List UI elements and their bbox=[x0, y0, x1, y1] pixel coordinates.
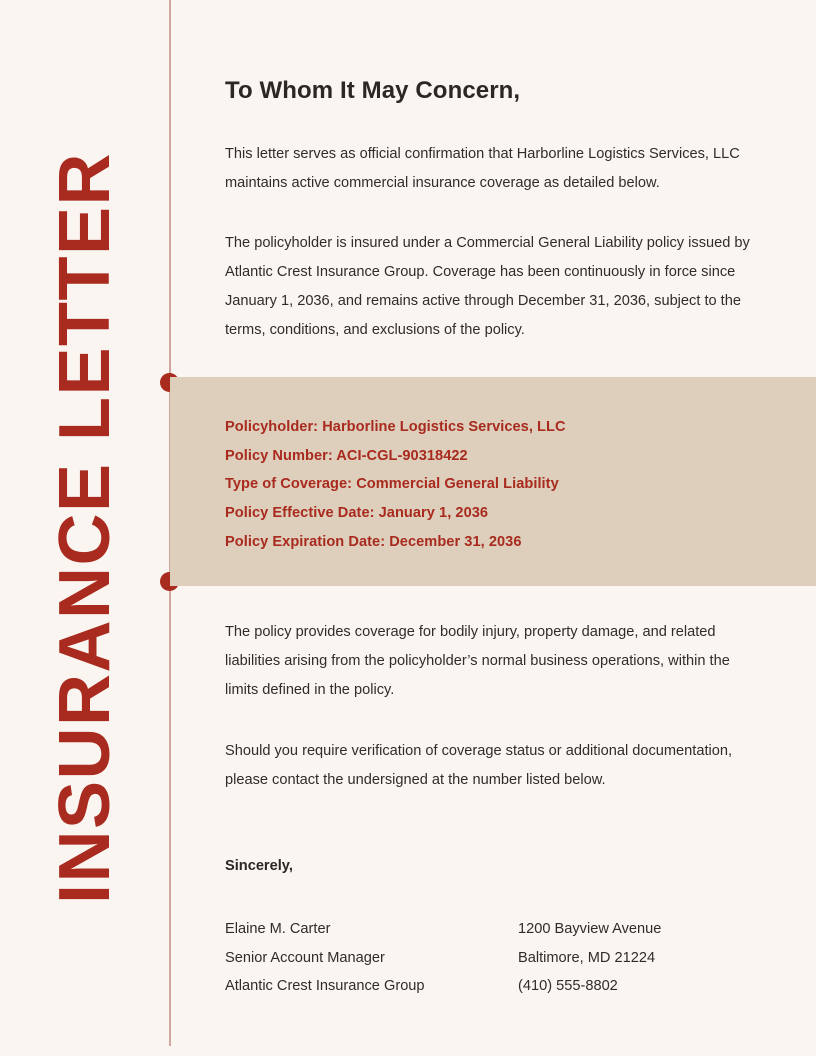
contact-street: 1200 Bayview Avenue bbox=[518, 921, 662, 937]
signature-column bbox=[225, 915, 425, 1001]
sidebar-title-text: INSURANCE LETTER bbox=[44, 151, 125, 905]
sidebar-title bbox=[0, 0, 170, 1056]
letter-paragraph-1: This letter serves as official confirmation that Harborline Logistics Services, LLC maintains active commercial insurance coverage as detailed below. bbox=[225, 146, 740, 191]
signature-company: Atlantic Crest Insurance Group bbox=[225, 978, 425, 995]
policy-details-list bbox=[225, 413, 566, 557]
policy-detail-expiration-date: Policy Expiration Date: December 31, 2036 bbox=[225, 533, 522, 550]
contact-column bbox=[518, 915, 661, 1001]
contact-city-state-zip: Baltimore, MD 21224 bbox=[518, 949, 656, 966]
letter-paragraph-2: The policyholder is insured under a Commercial General Liability policy issued by Atlantic Crest Insurance Group. Coverage has been continuously in force since January 1, 2036, and remains active through December 31, 2036, subject to the terms, conditions, and exclusions of the policy. bbox=[225, 235, 750, 338]
signoff-text: Sincerely, bbox=[225, 858, 293, 874]
signature-title: Senior Account Manager bbox=[225, 949, 385, 966]
policy-detail-coverage-type: Type of Coverage: Commercial General Liability bbox=[225, 476, 559, 493]
letter-paragraph-3: The policy provides coverage for bodily injury, property damage, and related liabilities arising from the policyholder’s normal business operations, within the limits defined in the policy. bbox=[225, 624, 730, 698]
signature-name: Elaine M. Carter bbox=[225, 921, 331, 937]
letter-heading: To Whom It May Concern, bbox=[225, 77, 521, 104]
policy-details-band bbox=[170, 377, 816, 586]
policy-detail-policyholder: Policyholder: Harborline Logistics Services, LLC bbox=[225, 419, 566, 435]
policy-detail-effective-date: Policy Effective Date: January 1, 2036 bbox=[225, 505, 489, 522]
policy-detail-policy-number: Policy Number: ACI-CGL-90318422 bbox=[225, 447, 468, 464]
letter-paragraph-4: Should you require verification of coverage status or additional documentation, please contact the undersigned at the number listed below. bbox=[225, 743, 733, 788]
contact-phone: (410) 555-8802 bbox=[518, 978, 618, 995]
